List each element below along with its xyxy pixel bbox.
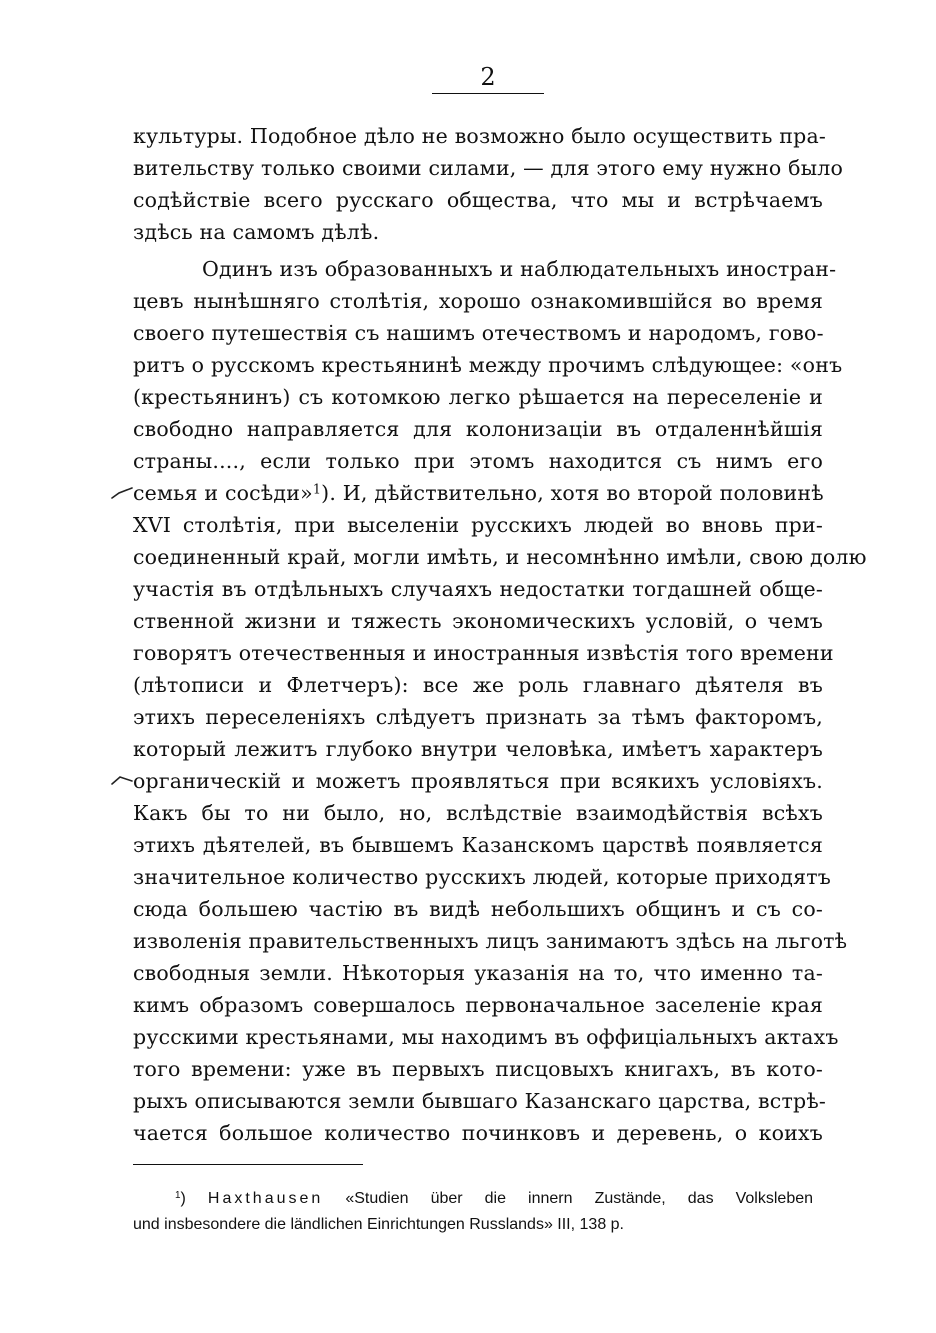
text-line: кимъ образомъ совершалось первоначальное заселеніе края: [133, 993, 823, 1017]
text-line: вительству только своими силами, — для этого ему нужно было: [133, 156, 843, 180]
text-line: своего путешествія съ нашимъ отечествомъ и народомъ, гово-: [133, 321, 824, 345]
text-line: свободно направляется для колонизаціи въ отдаленнѣйшія: [133, 417, 823, 441]
pencil-check-mark-icon: [110, 773, 134, 787]
text-line: цевъ нынѣшняго столѣтія, хорошо ознакомившійся во время: [133, 289, 823, 313]
footnote-author: Haxthausen: [207, 1190, 324, 1207]
footnote-line: $^1$) Haxthausen «Studien über die innern Zustände, das Volksleben: [175, 1190, 814, 1207]
text-line: Одинъ изъ образованныхъ и наблюдательныхъ иностран-: [202, 257, 837, 281]
text-line: (крестьянинъ) съ котомкою легко рѣшается на переселеніе и: [133, 385, 823, 409]
footnote-marker: 1: [175, 1190, 181, 1202]
text-fragment: ). И, дѣйствительно, хотя во второй половинѣ: [321, 481, 824, 505]
pencil-check-mark-icon: [110, 486, 134, 500]
text-line: содѣйствіе всего русскаго общества, что мы и встрѣчаемъ: [133, 188, 823, 212]
text-line: говорятъ отечественныя и иностранныя извѣстія того времени: [133, 641, 834, 665]
text-line: страны...., если только при этомъ находится съ нимъ его: [133, 449, 823, 473]
text-line: рыхъ описываются земли бывшаго Казанскаго царства, встрѣ-: [133, 1089, 827, 1113]
text-line: культуры. Подобное дѣло не возможно было осуществить пра-: [133, 124, 827, 148]
text-line: участія въ отдѣльныхъ случаяхъ недостатки тогдашней обще-: [133, 577, 823, 601]
text-fragment: семья и сосѣди»: [133, 481, 313, 505]
text-line: свободныя земли. Нѣкоторыя указанія на то, что именно та-: [133, 961, 823, 985]
text-line: русскими крестьянами, мы находимъ въ оффиціальныхъ актахъ: [133, 1025, 839, 1049]
text-line: органическій и можетъ проявляться при всякихъ условіяхъ.: [133, 769, 823, 793]
text-line: чается большое количество починковъ и деревень, о коихъ: [133, 1121, 823, 1145]
text-line: который лежитъ глубоко внутри человѣка, имѣетъ характеръ: [133, 737, 823, 761]
footnote-text: «Studien über die innern Zustände, das Volksleben: [345, 1190, 814, 1207]
footnote-line: und insbesondere die ländlichen Einrichtungen Russlands» III, 138 p.: [133, 1216, 624, 1233]
text-line: Какъ бы то ни было, но, вслѣдствіе взаимодѣйствія всѣхъ: [133, 801, 823, 825]
text-line: XVI столѣтія, при выселеніи русскихъ людей во вновь при-: [133, 513, 823, 537]
text-line: ственной жизни и тяжесть экономическихъ условій, о чемъ: [133, 609, 823, 633]
text-line-with-footnote-ref: [133, 477, 823, 509]
text-line: значительное количество русскихъ людей, которые приходятъ: [133, 865, 832, 889]
text-line: того времени: уже въ первыхъ писцовыхъ книгахъ, въ кото-: [133, 1057, 823, 1081]
page-number: 2: [480, 63, 496, 91]
page-number-rule: [432, 93, 544, 94]
text-line: изволенія правительственныхъ лицъ занимаютъ здѣсь на льготѣ: [133, 929, 848, 953]
text-line: сюда большею частію въ видѣ небольшихъ общинъ и съ со-: [133, 897, 823, 921]
text-line: здѣсь на самомъ дѣлѣ.: [133, 220, 380, 244]
text-line: этихъ дѣятелей, въ бывшемъ Казанскомъ царствѣ появляется: [133, 833, 823, 857]
footnote-rule: [133, 1164, 363, 1165]
text-line: этихъ переселеніяхъ слѣдуетъ признать за тѣмъ факторомъ,: [133, 705, 823, 729]
text-line: ритъ о русскомъ крестьянинѣ между прочимъ слѣдующее: «онъ: [133, 353, 843, 377]
text-line: (лѣтописи и Флетчеръ): все же роль главнаго дѣятеля въ: [133, 673, 823, 697]
footnote-reference: 1: [312, 481, 322, 497]
text-line: соединенный край, могли имѣть, и несомнѣнно имѣли, свою долю: [133, 545, 867, 569]
